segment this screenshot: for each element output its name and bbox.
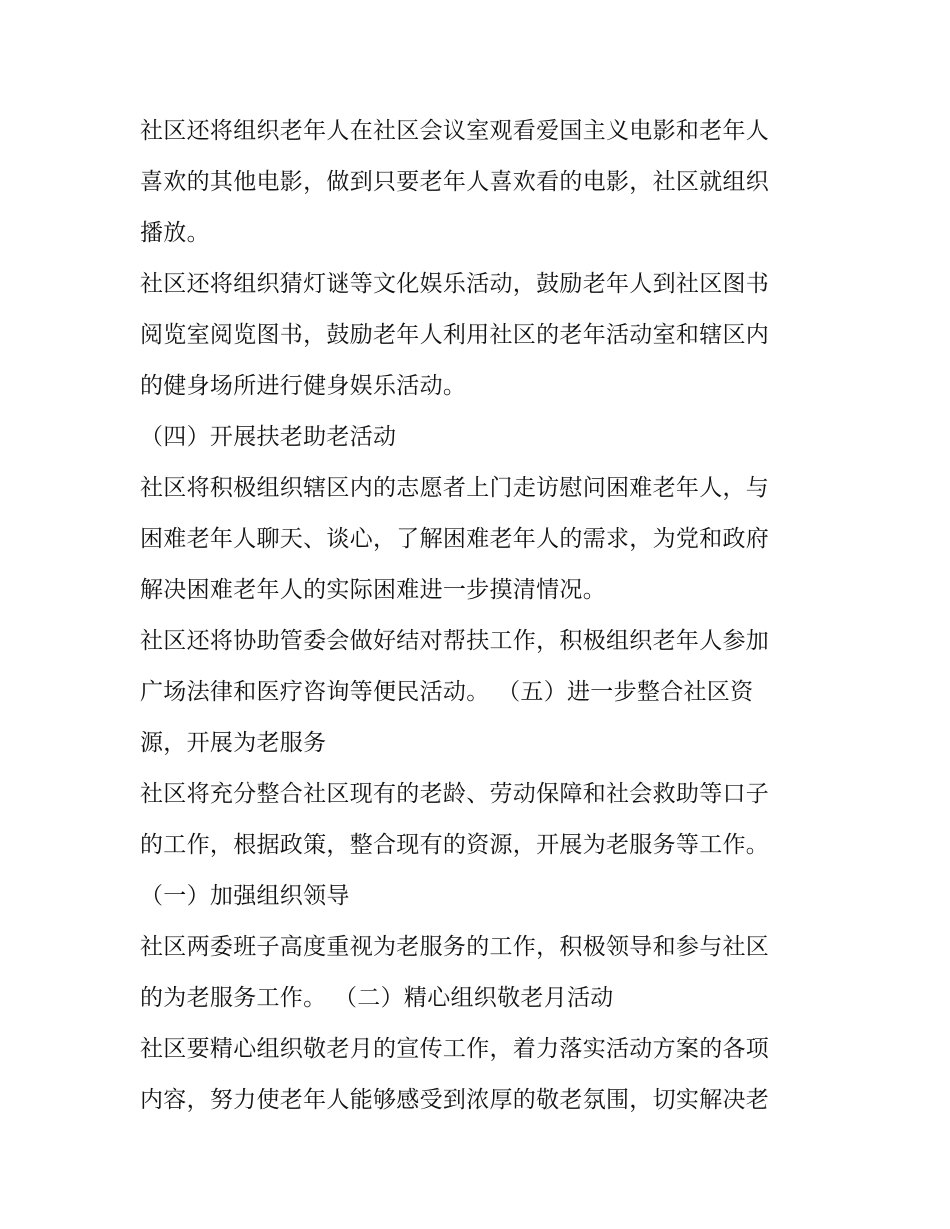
text-line: 的工作，根据政策，整合现有的资源，开展为老服务等工作。: [140, 832, 770, 858]
text-line: 社区还将组织猜灯谜等文化娱乐活动，鼓励老年人到社区图书: [140, 271, 770, 297]
text-line: 社区还将组织老年人在社区会议室观看爱国主义电影和老年人: [140, 118, 770, 144]
text-line: 社区将充分整合社区现有的老龄、劳动保障和社会救助等口子: [140, 781, 770, 807]
document-body: [140, 106, 820, 1126]
text-line: 广场法律和医疗咨询等便民活动。 （五）进一步整合社区资: [140, 679, 754, 705]
text-line: 播放。: [140, 220, 210, 246]
section-heading: （一）加强组织领导: [140, 883, 350, 909]
text-line: 的为老服务工作。 （二）精心组织敬老月活动: [140, 985, 614, 1011]
text-line: 喜欢的其他电影，做到只要老年人喜欢看的电影，社区就组织: [140, 169, 770, 195]
text-line: 解决困难老年人的实际困难进一步摸清情况。: [140, 577, 606, 603]
text-line: 内容，努力使老年人能够感受到浓厚的敬老氛围，切实解决老: [140, 1087, 770, 1113]
text-line: 源，开展为老服务: [140, 730, 327, 756]
section-heading: （四）开展扶老助老活动: [140, 424, 397, 450]
text-line: 社区还将协助管委会做好结对帮扶工作，积极组织老年人参加: [140, 628, 770, 654]
text-line: 社区要精心组织敬老月的宣传工作，着力落实活动方案的各项: [140, 1036, 770, 1062]
text-line: 社区两委班子高度重视为老服务的工作，积极领导和参与社区: [140, 934, 770, 960]
text-line: 阅览室阅览图书，鼓励老年人利用社区的老年活动室和辖区内: [140, 322, 770, 348]
text-line: 的健身场所进行健身娱乐活动。: [140, 373, 467, 399]
text-line: 困难老年人聊天、谈心，了解困难老年人的需求，为党和政府: [140, 526, 770, 552]
text-line: 社区将积极组织辖区内的志愿者上门走访慰问困难老年人，与: [140, 475, 770, 501]
